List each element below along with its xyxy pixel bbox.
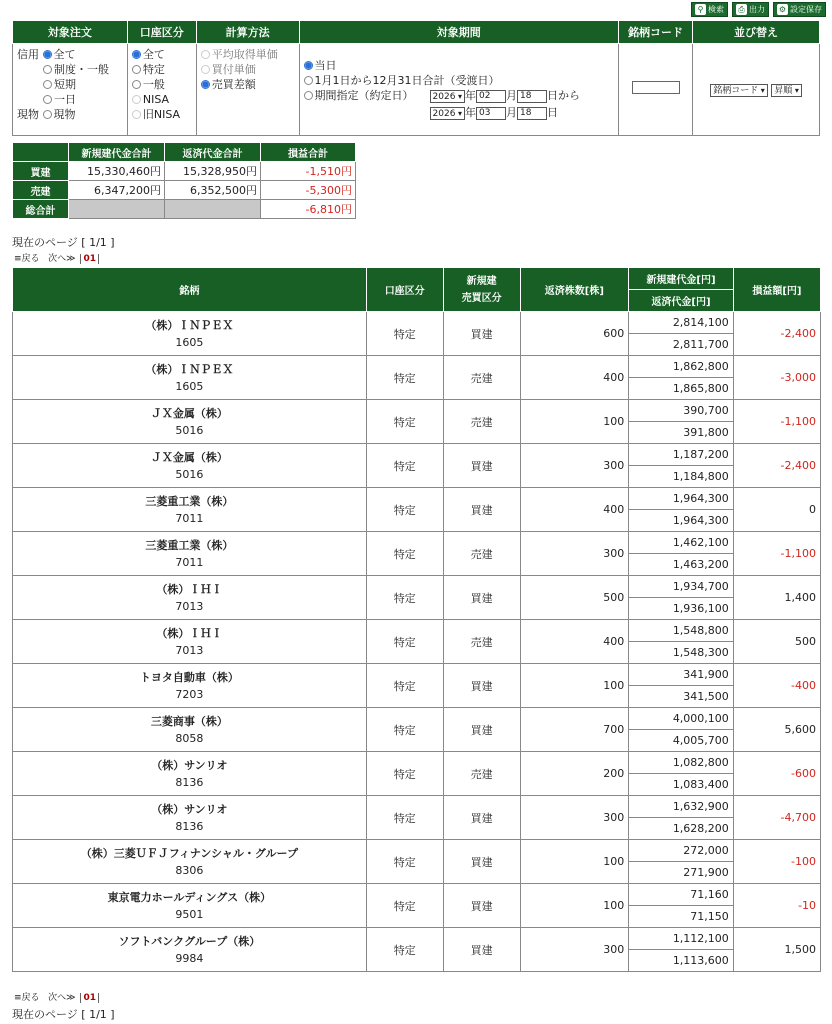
table-row — [13, 664, 821, 686]
save-label: 設定保存 — [790, 5, 822, 14]
close-amount: 1,184,800 — [629, 466, 734, 488]
account-type: 特定 — [366, 752, 443, 796]
from-day-input[interactable]: 18 — [517, 90, 547, 103]
table-row — [13, 708, 821, 730]
from-day-suffix: 日から — [546, 89, 580, 102]
page-info-bottom: 現在のページ [ 1/1 ] — [12, 1008, 115, 1021]
output-label: 出力 — [749, 5, 765, 14]
period-today-label: 当日 — [314, 59, 337, 72]
close-qty: 200 — [520, 752, 629, 796]
stock-code: 1605 — [175, 335, 204, 349]
results-body — [13, 312, 821, 972]
order-radio-oneday[interactable] — [43, 95, 52, 104]
profit-loss: -10 — [733, 884, 820, 928]
close-qty: 300 — [520, 532, 629, 576]
stock-name-cell — [13, 400, 367, 444]
next-label: 次へ — [48, 993, 67, 1003]
table-row — [13, 576, 821, 598]
gear-icon: ⚙ — [778, 5, 787, 14]
printer-icon: ⎙ — [736, 4, 747, 15]
open-amount: 390,700 — [629, 400, 734, 422]
col-header-close-amount: 返済代金[円] — [629, 290, 734, 312]
close-amount: 1,113,600 — [629, 950, 734, 972]
order-seido-label: 制度・一般 — [54, 63, 109, 76]
close-qty: 500 — [520, 576, 629, 620]
table-row — [13, 884, 821, 906]
open-amount: 1,862,800 — [629, 356, 734, 378]
calc-radio-diff[interactable] — [201, 80, 210, 89]
open-amount: 2,814,100 — [629, 312, 734, 334]
table-row — [13, 444, 821, 466]
filter-header-sort: 並び替え — [693, 21, 820, 44]
trade-side: 買建 — [443, 796, 520, 840]
trade-side: 売建 — [443, 532, 520, 576]
prev-label: 戻る — [21, 254, 40, 264]
period-radio-range[interactable] — [304, 91, 313, 100]
account-type: 特定 — [366, 444, 443, 488]
profit-loss: -400 — [733, 664, 820, 708]
order-radio-spot[interactable] — [43, 110, 52, 119]
pager-top — [14, 251, 99, 264]
summary-row-sell — [13, 181, 356, 200]
prev-link[interactable]: ≡戻る — [14, 993, 40, 1003]
stock-code: 8058 — [175, 731, 204, 745]
filter-header-order: 対象注文 — [13, 21, 128, 44]
open-amount: 272,000 — [629, 840, 734, 862]
stock-name-cell — [13, 532, 367, 576]
toolbar — [691, 2, 826, 17]
summary-header-close: 返済代金合計 — [165, 143, 261, 162]
close-amount: 1,936,100 — [629, 598, 734, 620]
trade-side: 買建 — [443, 708, 520, 752]
close-amount: 1,463,200 — [629, 554, 734, 576]
trade-side: 売建 — [443, 400, 520, 444]
summary-row-label: 総合計 — [13, 200, 69, 219]
account-tokutei-label: 特定 — [142, 63, 165, 76]
stock-name-cell — [13, 444, 367, 488]
account-nisa-label: NISA — [142, 93, 170, 106]
open-amount: 71,160 — [629, 884, 734, 906]
to-month-input[interactable]: 03 — [476, 107, 506, 120]
col-header-pl: 損益額[円] — [733, 268, 820, 312]
open-amount: 1,082,800 — [629, 752, 734, 774]
account-radio-old-nisa[interactable] — [132, 110, 141, 119]
col-header-side: 新規建 売買区分 — [443, 268, 520, 312]
open-amount: 341,900 — [629, 664, 734, 686]
close-amount: 71,150 — [629, 906, 734, 928]
account-radio-ippan[interactable] — [132, 80, 141, 89]
profit-loss: -100 — [733, 840, 820, 884]
summary-close: 6,352,500円 — [165, 181, 261, 200]
filter-table — [12, 20, 820, 136]
account-type: 特定 — [366, 928, 443, 972]
stock-code: 7013 — [175, 599, 204, 613]
profit-loss: -1,100 — [733, 400, 820, 444]
stock-name-cell — [13, 620, 367, 664]
stock-name-cell — [13, 312, 367, 356]
calc-diff-label: 売買差額 — [211, 78, 256, 91]
profit-loss: 5,600 — [733, 708, 820, 752]
stock-name: 三菱重工業（株） — [145, 538, 234, 552]
account-type: 特定 — [366, 620, 443, 664]
trade-side: 買建 — [443, 884, 520, 928]
trade-side: 売建 — [443, 752, 520, 796]
close-qty: 400 — [520, 356, 629, 400]
to-day-suffix: 日 — [546, 106, 558, 119]
stock-name-cell — [13, 488, 367, 532]
to-year-unit: 年 — [464, 106, 476, 119]
close-qty: 300 — [520, 796, 629, 840]
to-day-input[interactable]: 18 — [517, 107, 547, 120]
profit-loss: 1,400 — [733, 576, 820, 620]
from-month-input[interactable]: 02 — [476, 90, 506, 103]
trade-side: 買建 — [443, 664, 520, 708]
calc-radio-buy-price[interactable] — [201, 65, 210, 74]
account-ippan-label: 一般 — [142, 78, 165, 91]
stock-name-cell — [13, 356, 367, 400]
account-radio-all[interactable] — [132, 50, 141, 59]
close-amount: 1,083,400 — [629, 774, 734, 796]
account-type: 特定 — [366, 488, 443, 532]
period-radio-today[interactable] — [304, 61, 313, 70]
table-row — [13, 928, 821, 950]
close-amount: 341,500 — [629, 686, 734, 708]
stock-code: 1605 — [175, 379, 204, 393]
profit-loss: 0 — [733, 488, 820, 532]
table-row — [13, 752, 821, 774]
stock-name-cell — [13, 884, 367, 928]
summary-open — [69, 200, 165, 219]
table-row — [13, 532, 821, 554]
table-row — [13, 400, 821, 422]
account-type: 特定 — [366, 356, 443, 400]
code-cell — [619, 44, 693, 136]
stock-name: 東京電力ホールディングス（株） — [107, 890, 272, 904]
calc-radio-average[interactable] — [201, 50, 210, 59]
next-link[interactable]: 次へ≫ — [48, 254, 76, 264]
account-type: 特定 — [366, 840, 443, 884]
order-all-label: 全て — [53, 48, 76, 61]
close-qty: 100 — [520, 400, 629, 444]
profit-loss: -2,400 — [733, 312, 820, 356]
close-amount: 1,865,800 — [629, 378, 734, 400]
stock-code: 8306 — [175, 863, 204, 877]
stock-name: （株）ＩＮＰＥＸ — [145, 318, 234, 332]
next-link[interactable]: 次へ≫ — [48, 993, 76, 1003]
close-amount: 2,811,700 — [629, 334, 734, 356]
trade-side: 売建 — [443, 620, 520, 664]
stock-name: （株）サンリオ — [151, 802, 228, 816]
stock-name-cell — [13, 576, 367, 620]
to-month-unit: 月 — [505, 106, 517, 119]
sort-cell — [693, 44, 820, 136]
summary-open: 15,330,460円 — [69, 162, 165, 181]
next-label: 次へ — [48, 254, 67, 264]
stock-code: 5016 — [175, 423, 204, 437]
close-amount: 1,964,300 — [629, 510, 734, 532]
filter-header-period: 対象期間 — [299, 21, 619, 44]
account-type: 特定 — [366, 532, 443, 576]
stock-code: 5016 — [175, 467, 204, 481]
summary-table — [12, 142, 356, 219]
open-amount: 1,632,900 — [629, 796, 734, 818]
stock-name: ソフトバンクグループ（株） — [118, 934, 261, 948]
stock-name: トヨタ自動車（株） — [139, 670, 239, 684]
page-link[interactable]: 01 — [80, 993, 99, 1003]
filter-header-account: 口座区分 — [127, 21, 196, 44]
close-qty: 100 — [520, 664, 629, 708]
sort-order-select[interactable]: 昇順 ▾ — [771, 84, 802, 97]
col-header-account: 口座区分 — [366, 268, 443, 312]
account-type: 特定 — [366, 576, 443, 620]
stock-name: （株）ＩＨＩ — [156, 582, 223, 596]
order-radio-seido[interactable] — [43, 65, 52, 74]
close-amount: 4,005,700 — [629, 730, 734, 752]
col-header-name: 銘柄 — [13, 268, 367, 312]
profit-loss: -4,700 — [733, 796, 820, 840]
account-cell — [127, 44, 196, 136]
close-qty: 400 — [520, 620, 629, 664]
account-type: 特定 — [366, 312, 443, 356]
order-radio-all[interactable] — [43, 50, 52, 59]
profit-loss: 1,500 — [733, 928, 820, 972]
period-cell — [299, 44, 619, 136]
period-range-label: 期間指定（約定日） — [314, 89, 414, 102]
prev-link[interactable]: ≡戻る — [14, 254, 40, 264]
stock-code-input[interactable] — [632, 81, 680, 94]
summary-header-pl: 損益合計 — [261, 143, 356, 162]
close-qty: 100 — [520, 840, 629, 884]
stock-code: 7203 — [175, 687, 204, 701]
close-qty: 400 — [520, 488, 629, 532]
close-amount: 271,900 — [629, 862, 734, 884]
summary-row-total — [13, 200, 356, 219]
to-year-select[interactable]: 2026 ▾ — [430, 107, 465, 120]
close-amount: 1,628,200 — [629, 818, 734, 840]
magnifier-icon: ⚲ — [695, 4, 706, 15]
trade-side: 買建 — [443, 576, 520, 620]
pager-bottom — [14, 990, 99, 1003]
close-qty: 600 — [520, 312, 629, 356]
account-radio-tokutei[interactable] — [132, 65, 141, 74]
stock-name: ＪＸ金属（株） — [150, 406, 228, 420]
trade-side: 買建 — [443, 488, 520, 532]
sort-field-select[interactable]: 銘柄コード ▾ — [710, 84, 768, 97]
save-settings-button[interactable] — [773, 2, 826, 17]
output-button[interactable] — [732, 2, 769, 17]
credit-label: 信用 — [17, 48, 39, 61]
open-amount: 1,964,300 — [629, 488, 734, 510]
page-link[interactable]: 01 — [80, 254, 99, 264]
open-amount: 1,934,700 — [629, 576, 734, 598]
stock-name: （株）ＩＨＩ — [156, 626, 223, 640]
order-spot-label: 現物 — [53, 108, 76, 121]
order-short-label: 短期 — [54, 78, 76, 91]
col-header-open-amount: 新規建代金[円] — [629, 268, 734, 290]
stock-name: 三菱重工業（株） — [145, 494, 234, 508]
calc-average-label: 平均取得単価 — [211, 48, 278, 61]
profit-loss: -1,100 — [733, 532, 820, 576]
col-header-qty: 返済株数[株] — [520, 268, 629, 312]
stock-name-cell — [13, 752, 367, 796]
summary-pl: -6,810円 — [261, 200, 356, 219]
summary-close: 15,328,950円 — [165, 162, 261, 181]
close-qty: 100 — [520, 884, 629, 928]
stock-name-cell — [13, 840, 367, 884]
from-month-unit: 月 — [505, 89, 517, 102]
open-amount: 1,548,800 — [629, 620, 734, 642]
stock-name-cell — [13, 708, 367, 752]
stock-code: 8136 — [175, 819, 204, 833]
stock-code: 7011 — [175, 511, 204, 525]
open-amount: 1,462,100 — [629, 532, 734, 554]
from-year-select[interactable]: 2026 ▾ — [430, 90, 465, 103]
stock-name: （株）サンリオ — [151, 758, 228, 772]
close-qty: 300 — [520, 444, 629, 488]
table-row — [13, 356, 821, 378]
table-row — [13, 796, 821, 818]
summary-row-buy — [13, 162, 356, 181]
account-type: 特定 — [366, 664, 443, 708]
stock-code: 9984 — [175, 951, 204, 965]
close-qty: 300 — [520, 928, 629, 972]
page-info: 現在のページ [ 1/1 ] — [12, 236, 115, 249]
summary-row-label: 買建 — [13, 162, 69, 181]
stock-name: （株）三菱ＵＦＪフィナンシャル・グループ — [80, 846, 298, 860]
stock-code: 9501 — [175, 907, 204, 921]
account-type: 特定 — [366, 884, 443, 928]
stock-code: 7011 — [175, 555, 204, 569]
table-row — [13, 840, 821, 862]
stock-name-cell — [13, 664, 367, 708]
from-year-unit: 年 — [464, 89, 476, 102]
order-cell — [13, 44, 128, 136]
results-table — [12, 267, 821, 972]
stock-name-cell — [13, 796, 367, 840]
order-oneday-label: 一日 — [54, 93, 76, 106]
profit-loss: 500 — [733, 620, 820, 664]
stock-name: ＪＸ金属（株） — [150, 450, 228, 464]
account-type: 特定 — [366, 708, 443, 752]
period-year-label: 1月1日から12月31日合計（受渡日） — [314, 74, 500, 87]
account-old-nisa-label: 旧NISA — [142, 108, 181, 121]
table-row — [13, 488, 821, 510]
calc-cell — [196, 44, 299, 136]
search-button[interactable] — [691, 2, 728, 17]
stock-name: 三菱商事（株） — [150, 714, 228, 728]
table-row — [13, 620, 821, 642]
summary-close — [165, 200, 261, 219]
stock-code: 8136 — [175, 775, 204, 789]
close-amount: 391,800 — [629, 422, 734, 444]
summary-open: 6,347,200円 — [69, 181, 165, 200]
account-type: 特定 — [366, 796, 443, 840]
summary-corner — [13, 143, 69, 162]
stock-code: 7013 — [175, 643, 204, 657]
order-radio-short[interactable] — [43, 80, 52, 89]
profit-loss: -2,400 — [733, 444, 820, 488]
period-radio-year[interactable] — [304, 76, 313, 85]
trade-side: 売建 — [443, 356, 520, 400]
account-type: 特定 — [366, 400, 443, 444]
search-label: 検索 — [708, 5, 724, 14]
spot-label: 現物 — [17, 108, 39, 121]
trade-side: 買建 — [443, 444, 520, 488]
open-amount: 1,112,100 — [629, 928, 734, 950]
profit-loss: -600 — [733, 752, 820, 796]
summary-pl: -1,510円 — [261, 162, 356, 181]
prev-label: 戻る — [21, 993, 40, 1003]
table-row — [13, 312, 821, 334]
account-all-label: 全て — [142, 48, 165, 61]
open-amount: 1,187,200 — [629, 444, 734, 466]
trade-side: 買建 — [443, 312, 520, 356]
summary-header-open: 新規建代金合計 — [69, 143, 165, 162]
trade-side: 買建 — [443, 840, 520, 884]
account-radio-nisa[interactable] — [132, 95, 141, 104]
stock-name-cell — [13, 928, 367, 972]
trade-side: 買建 — [443, 928, 520, 972]
filter-header-code: 銘柄コード — [619, 21, 693, 44]
profit-loss: -3,000 — [733, 356, 820, 400]
summary-row-label: 売建 — [13, 181, 69, 200]
calc-buy-price-label: 買付単価 — [211, 63, 256, 76]
summary-pl: -5,300円 — [261, 181, 356, 200]
filter-header-calc: 計算方法 — [196, 21, 299, 44]
stock-name: （株）ＩＮＰＥＸ — [145, 362, 234, 376]
open-amount: 4,000,100 — [629, 708, 734, 730]
close-amount: 1,548,300 — [629, 642, 734, 664]
close-qty: 700 — [520, 708, 629, 752]
